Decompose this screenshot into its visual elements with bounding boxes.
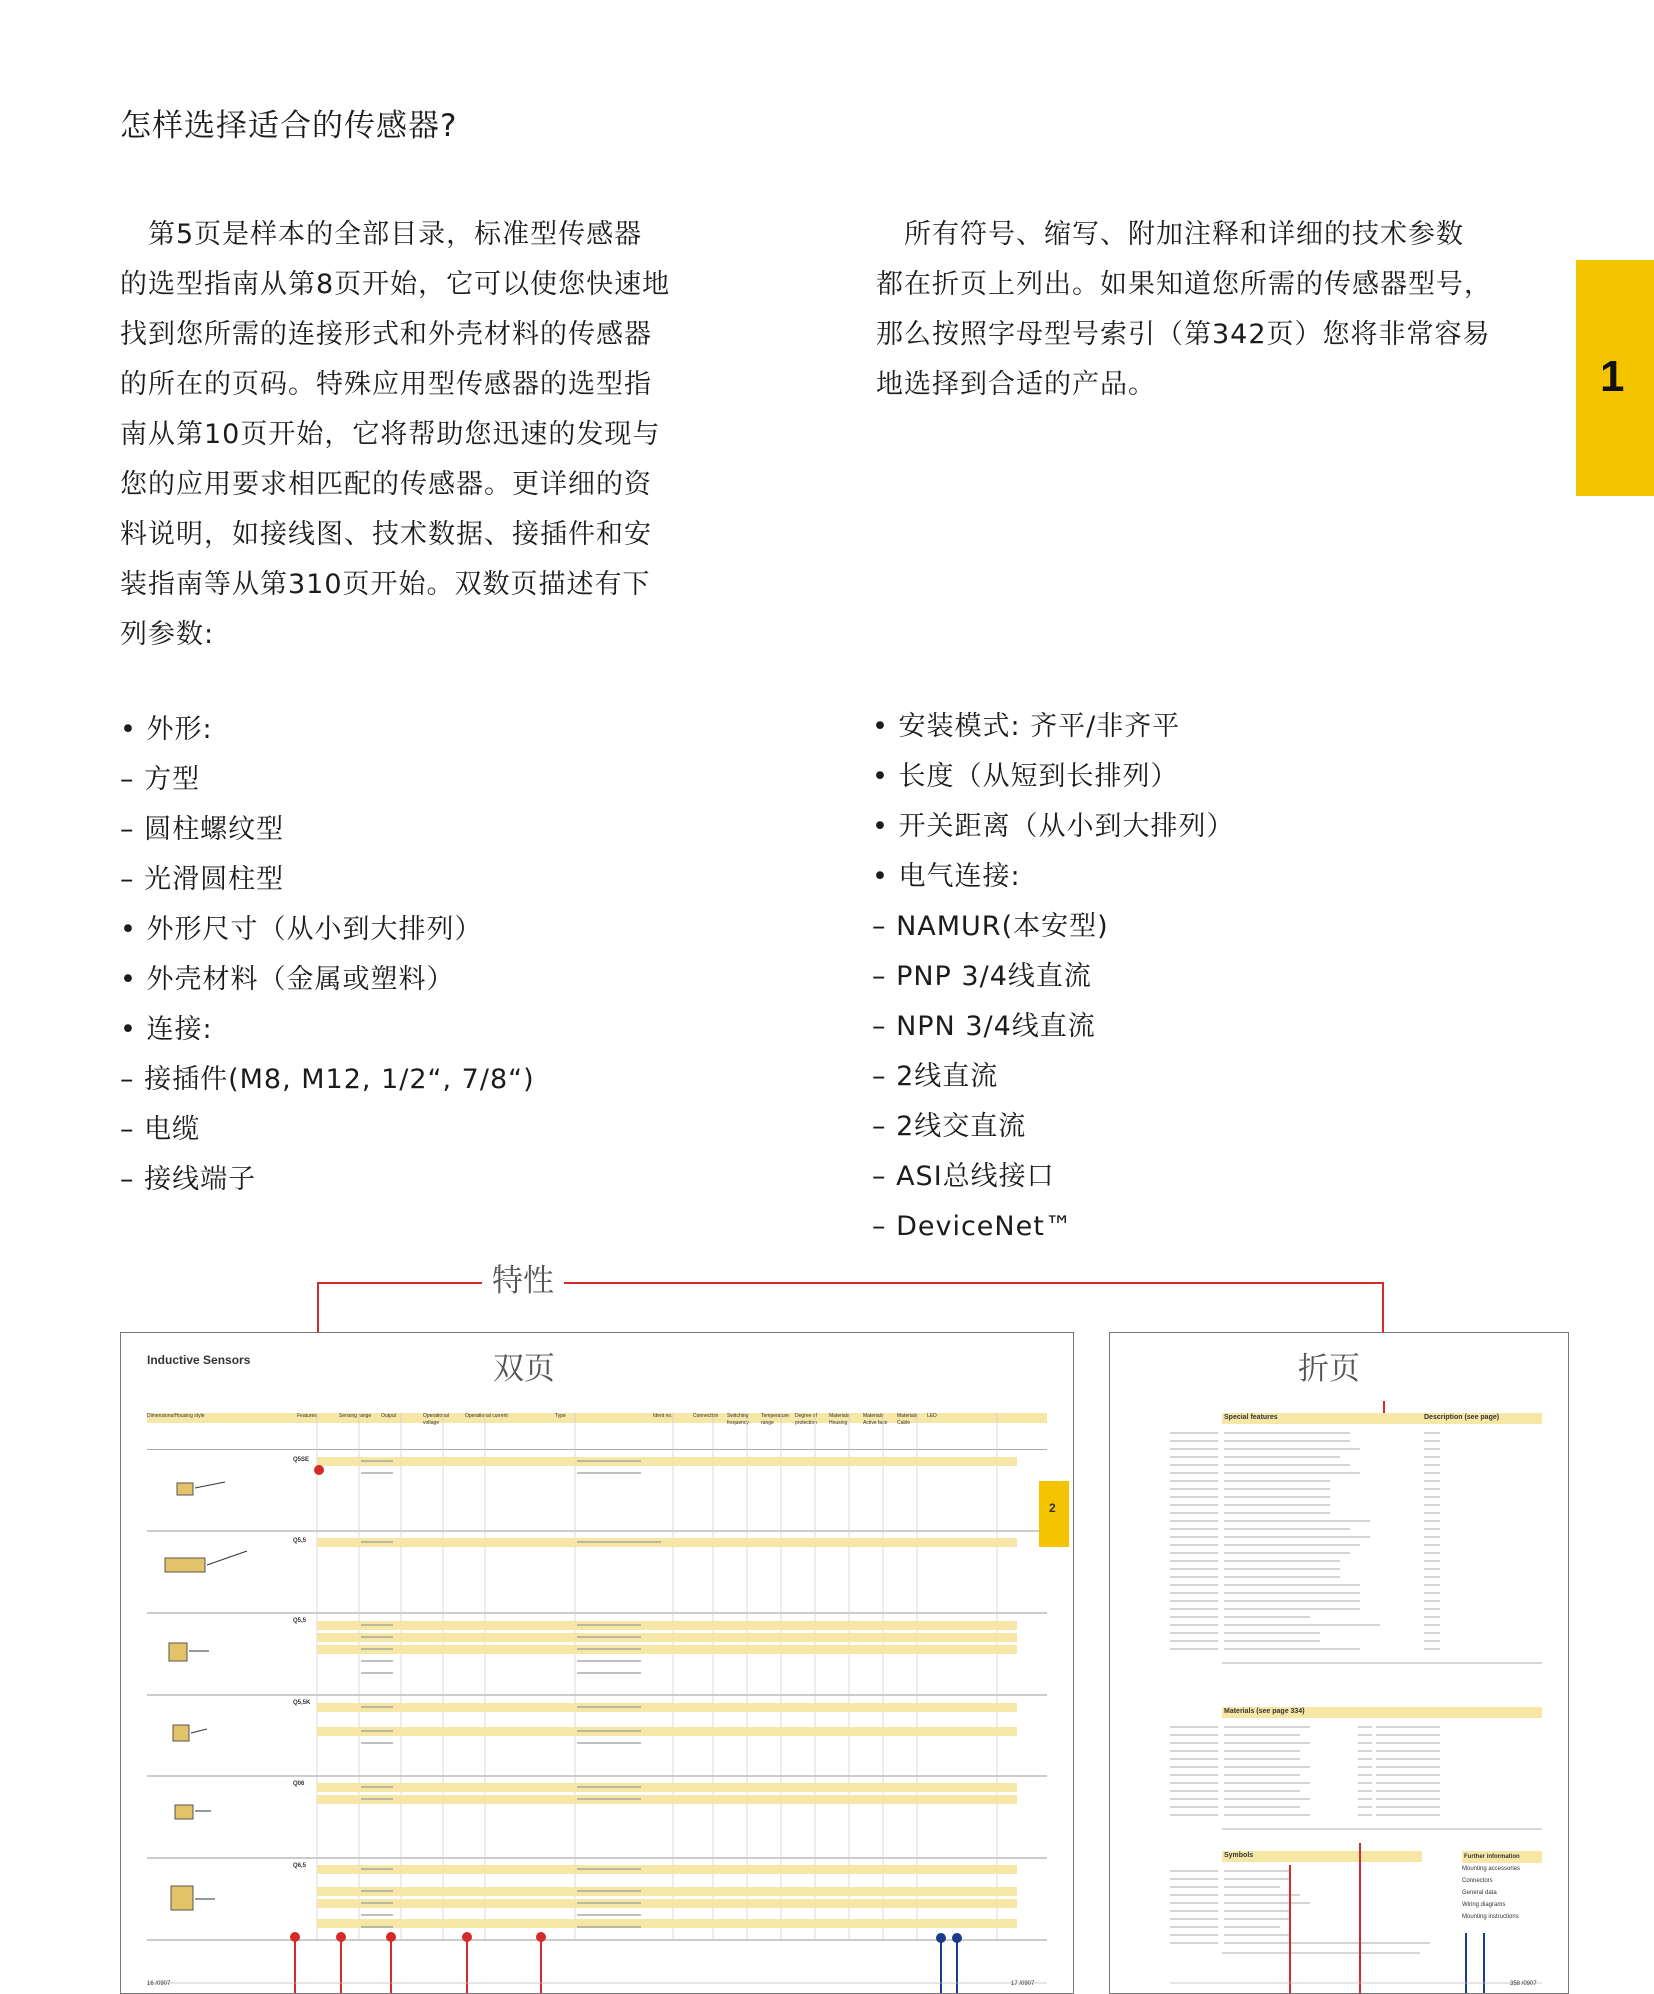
para-line: 那么按照字母型号索引（第342页）您将非常容易 [876, 319, 1491, 350]
housing-style: Q5SE [293, 1457, 310, 1463]
housing-style: Q5,5K [293, 1700, 311, 1706]
para-line: 都在折页上列出。如果知道您所需的传感器型号， [876, 269, 1492, 300]
list-item: • 连接: [120, 1014, 213, 1045]
housing-style: Q5,5 [293, 1618, 307, 1624]
table-header-cell: Output [381, 1413, 397, 1419]
page-title: 怎样选择适合的传感器? [120, 108, 458, 144]
foldout-graphic [1110, 1333, 1568, 1993]
list-item: – NPN 3/4线直流 [872, 1011, 1096, 1042]
list-item: – 接线端子 [120, 1164, 257, 1195]
list-item: – 电缆 [120, 1114, 201, 1145]
table-header-cell: Materials Cable [897, 1413, 918, 1426]
foldout-thumbnail [1109, 1332, 1569, 1994]
foldout-heading-materials: Materials (see page 334) [1224, 1708, 1305, 1715]
para-line: 装指南等从第310页开始。双数页描述有下 [120, 569, 651, 600]
further-info-item: Mounting accessories [1462, 1866, 1521, 1872]
para-line: 找到您所需的连接形式和外壳材料的传感器 [120, 319, 652, 350]
further-info-item: Mounting instructions [1462, 1914, 1519, 1920]
footer-right: 17 /0907 [1011, 1981, 1035, 1987]
table-header-cell: Features [297, 1413, 317, 1419]
foldout-heading-features: Special features [1224, 1414, 1278, 1421]
table-header-cell: Ident no. [653, 1413, 673, 1419]
para-line: 您的应用要求相匹配的传感器。更详细的资 [120, 469, 652, 500]
thumbnail-tab-number: 2 [1049, 1501, 1056, 1515]
table-header-cell: Switching frequency [727, 1413, 749, 1426]
para-line: 的所在的页码。特殊应用型传感器的选型指 [120, 369, 652, 400]
footer-left: 16 /0907 [147, 1981, 171, 1987]
list-item: – 圆柱螺纹型 [120, 814, 285, 845]
table-header-cell: Materials Housing [829, 1413, 850, 1426]
double-page-label: 双页 [493, 1351, 555, 1387]
double-page-heading: Inductive Sensors [147, 1353, 251, 1367]
list-item: • 外形: [120, 714, 213, 745]
foldout-heading-symbols: Symbols [1224, 1852, 1254, 1859]
para-line: 的选型指南从第8页开始，它可以使您快速地 [120, 269, 671, 300]
list-item: – ASI总线接口 [872, 1161, 1055, 1192]
table-header-cell: Temperature range [761, 1413, 790, 1426]
further-info-item: Connectors [1462, 1878, 1493, 1884]
para-line: 地选择到合适的产品。 [876, 369, 1156, 400]
foldout-heading-description: Description (see page) [1424, 1414, 1500, 1421]
footer-fold: 358 /0907 [1510, 1981, 1537, 1987]
list-item: • 外形尺寸（从小到大排列） [120, 914, 483, 945]
list-item: • 电气连接: [872, 861, 1021, 892]
table-header-cell: Sensing range [339, 1413, 372, 1419]
list-item: • 长度（从短到长排列） [872, 761, 1179, 792]
list-item: – NAMUR(本安型) [872, 911, 1109, 942]
table-header-cell: Connection [693, 1413, 719, 1419]
list-item: • 开关距离（从小到大排列） [872, 811, 1235, 842]
double-page-thumbnail [120, 1332, 1074, 1994]
list-item: – PNP 3/4线直流 [872, 961, 1092, 992]
table-header-cell: Operational current [465, 1413, 508, 1419]
housing-style: Q6,5 [293, 1863, 307, 1869]
table-header-cell: Dimensions/Housing style [147, 1413, 205, 1419]
para-line: 第5页是样本的全部目录，标准型传感器 [120, 219, 643, 250]
para-line: 所有符号、缩写、附加注释和详细的技术参数 [876, 219, 1464, 250]
list-item: • 安装模式: 齐平/非齐平 [872, 711, 1181, 742]
list-item: – 2线交直流 [872, 1111, 1027, 1142]
table-header-cell: Operational voltage [423, 1413, 449, 1426]
foldout-label: 折页 [1298, 1351, 1360, 1387]
further-info-item: General data [1462, 1890, 1497, 1896]
list-item: – 接插件(M8, M12, 1/2“, 7/8“) [120, 1064, 535, 1095]
features-label: 特性 [482, 1255, 564, 1300]
housing-style: Q5,5 [293, 1538, 307, 1544]
list-item: • 外壳材料（金属或塑料） [120, 964, 455, 995]
table-header-cell: LED [927, 1413, 937, 1419]
table-header-cell: Degree of protection [795, 1413, 817, 1426]
list-item: – 2线直流 [872, 1061, 999, 1092]
para-line: 料说明，如接线图、技术数据、接插件和安 [120, 519, 652, 550]
list-item: – DeviceNet™ [872, 1211, 1073, 1242]
list-item: – 方型 [120, 764, 201, 795]
para-line: 南从第10页开始，它将帮助您迅速的发现与 [120, 419, 661, 450]
table-header-cell: Materials Active face [863, 1413, 888, 1426]
further-info-item: Wiring diagrams [1462, 1902, 1506, 1908]
list-item: – 光滑圆柱型 [120, 864, 285, 895]
chapter-number: 1 [1600, 352, 1625, 401]
further-info-heading: Further information [1462, 1851, 1542, 1863]
double-page-table-graphic [121, 1333, 1073, 1993]
table-header-cell: Type [555, 1413, 566, 1419]
housing-style: Q06 [293, 1781, 305, 1787]
para-line: 列参数: [120, 619, 215, 650]
